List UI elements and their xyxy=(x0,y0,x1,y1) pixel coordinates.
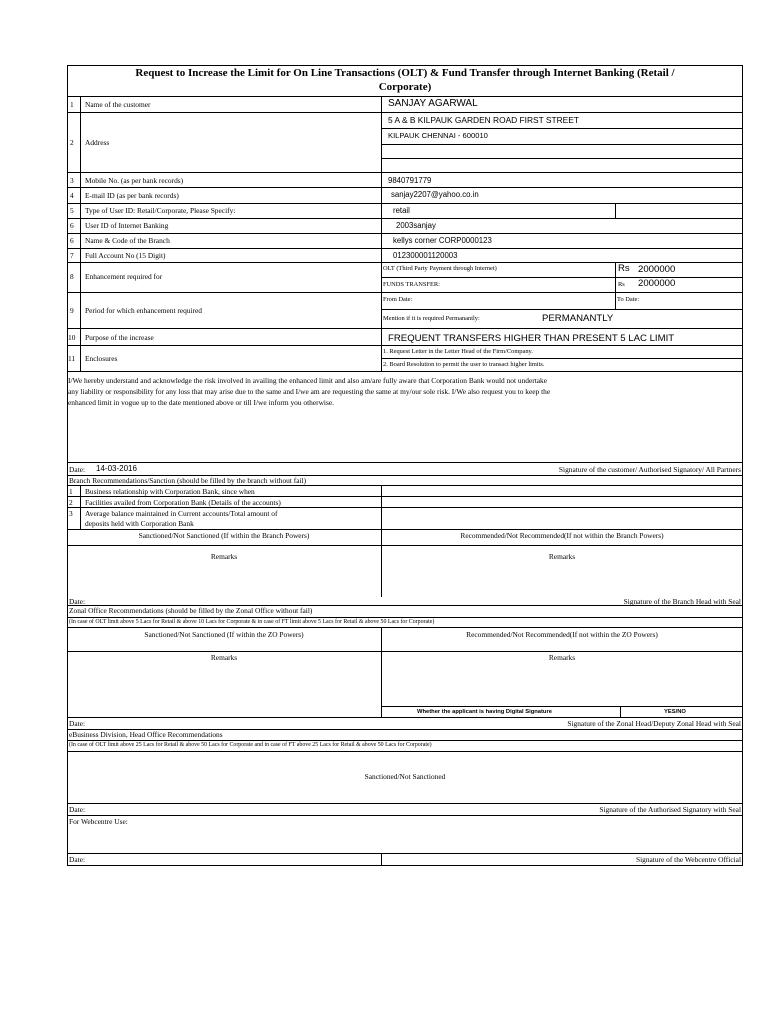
enclosures-label: Enclosures xyxy=(85,354,118,363)
zonal-remarks-left: Remarks xyxy=(210,653,238,662)
branch-item-label: Business relationship with Corporation Bank, since when xyxy=(85,487,255,496)
rule xyxy=(67,545,743,546)
ft-amount: 2000000 xyxy=(638,278,676,289)
branch-date-label: Date: xyxy=(69,597,86,606)
ebusiness-heading: eBusiness Division, Head Office Recommendations xyxy=(69,730,223,739)
row-number: 4 xyxy=(70,191,74,200)
rule xyxy=(67,751,743,752)
branch-remarks-left: Remarks xyxy=(210,552,238,561)
rule xyxy=(67,496,743,497)
rule xyxy=(67,853,743,854)
rule xyxy=(67,371,743,372)
rule xyxy=(67,328,743,329)
customer-date-value: 14-03-2016 xyxy=(96,464,137,473)
branch-sanctioned-label: Sanctioned/Not Sanctioned (If within the Branch Powers) xyxy=(138,531,310,540)
rule xyxy=(67,96,743,97)
row-number: 10 xyxy=(68,333,76,342)
rule xyxy=(381,128,743,129)
rule xyxy=(615,203,616,218)
rule xyxy=(67,651,743,652)
customer-name-value: SANJAY AGARWAL xyxy=(388,98,478,109)
zonal-note: (In case of OLT limit above 5 Lacs for Retail & above 10 Lacs for Corporate & in case of FT limit above 5 Lacs for Retail & above 50 Lacs for Corporate) xyxy=(69,619,435,625)
rule xyxy=(615,262,616,292)
mobile-value: 9840791779 xyxy=(388,176,432,185)
branch-item-label: Facilities availed from Corporation Bank (Details of the accounts) xyxy=(85,498,281,507)
zonal-sanctioned-label: Sanctioned/Not Sanctioned (If within the ZO Powers) xyxy=(144,630,304,639)
rule xyxy=(67,112,743,113)
branch-item-label-cont: deposits held with Corporation Bank xyxy=(85,519,194,528)
zonal-remarks-right: Remarks xyxy=(548,653,576,662)
webcentre-date-label: Date: xyxy=(69,855,86,864)
declaration-line: enhanced limit in vogue up to the date mentioned above or till I/we inform you otherwise. xyxy=(68,398,334,407)
enclosure-item: 1. Request Letter in the Letter Head of the Firm/Company. xyxy=(383,348,533,355)
mobile-label: Mobile No. (as per bank records) xyxy=(85,176,184,185)
from-date-label: From Date: xyxy=(383,296,413,303)
rule xyxy=(381,853,382,865)
rule xyxy=(67,485,743,486)
address-line2-value: KILPAUK CHENNAI - 600010 xyxy=(388,131,488,140)
purpose-label: Purpose of the increase xyxy=(85,333,154,342)
branch-item-number: 2 xyxy=(69,498,73,507)
rule xyxy=(67,233,743,234)
user-type-label: Type of User ID: Retail/Corporate, Please Specify: xyxy=(85,206,236,215)
row-number: 1 xyxy=(70,100,74,109)
row-number: 3 xyxy=(70,176,74,185)
rule xyxy=(381,96,382,371)
zonal-recommended-label: Recommended/Not Recommended(If not within the ZO Powers) xyxy=(466,630,658,639)
rule xyxy=(67,803,743,804)
rule xyxy=(381,309,743,310)
branch-value: kellys corner CORP0000123 xyxy=(393,236,492,245)
declaration-line: any liability or responsibility for any loss that may arise due to the same and I/we am are requesting the same at my/our sole risk. I/We also request you to keep the xyxy=(68,387,551,396)
rule xyxy=(615,292,616,309)
enhancement-label: Enhancement required for xyxy=(85,272,163,281)
period-label: Period for which enhancement required xyxy=(85,306,202,315)
enclosure-item: 2. Board Resolution to permit the user to transact higher limits. xyxy=(383,361,545,368)
rule xyxy=(67,627,743,628)
rule xyxy=(67,248,743,249)
ebusiness-date-label: Date: xyxy=(69,805,86,814)
rule xyxy=(381,627,382,717)
branch-item-label: Average balance maintained in Current accounts/Total amount of xyxy=(85,509,278,518)
user-type-value: retail xyxy=(393,206,410,215)
address-label: Address xyxy=(85,138,110,147)
rule xyxy=(381,144,743,145)
user-id-value: 2003sanjay xyxy=(396,221,436,230)
row-number: 5 xyxy=(70,206,74,215)
rule xyxy=(67,345,743,346)
rule xyxy=(67,529,743,530)
permanent-value: PERMANANTLY xyxy=(542,313,614,324)
row-number: 6 xyxy=(70,221,74,230)
email-label: E-mail ID (as per bank records) xyxy=(85,191,179,200)
account-value: 012300001120003 xyxy=(393,251,458,260)
branch-label: Name & Code of the Branch xyxy=(85,236,170,245)
rule xyxy=(67,462,743,463)
digital-signature-value: YES/NO xyxy=(664,709,686,715)
branch-signature-label: Signature of the Branch Head with Seal xyxy=(623,597,741,606)
customer-name-label: Name of the customer xyxy=(85,100,151,109)
address-line1-value: 5 A & B KILPAUK GARDEN ROAD FIRST STREET xyxy=(388,115,579,125)
rule xyxy=(67,815,743,816)
ebusiness-sanctioned-label: Sanctioned/Not Sanctioned xyxy=(364,772,446,781)
zonal-date-label: Date: xyxy=(69,719,86,728)
branch-item-number: 3 xyxy=(69,509,73,518)
customer-signature-label: Signature of the customer/ Authorised Signatory/ All Partners xyxy=(558,465,741,474)
rule xyxy=(67,262,743,263)
rule xyxy=(67,187,743,188)
zonal-heading: Zonal Office Recommendations (should be filled by the Zonal Office without fail) xyxy=(69,606,313,615)
branch-item-number: 1 xyxy=(69,487,73,496)
digital-signature-label: Whether the applicant is having Digital Signature xyxy=(417,709,552,715)
permanent-label: Mention if it is required Permanantly: xyxy=(383,315,480,322)
form-title-line1: Request to Increase the Limit for On Line Transactions (OLT) & Fund Transfer through Internet Banking (Retail / xyxy=(135,67,675,79)
row-number: 2 xyxy=(70,138,74,147)
rule xyxy=(381,277,743,278)
branch-heading: Branch Recommendations/Sanction (should be filled by the branch without fail) xyxy=(69,476,307,485)
olt-amount: 2000000 xyxy=(638,264,676,275)
rule xyxy=(381,485,382,529)
row-number: 6 xyxy=(70,236,74,245)
rule xyxy=(381,358,743,359)
olt-currency: Rs xyxy=(618,263,630,274)
account-label: Full Account No (15 Digit) xyxy=(85,251,166,260)
email-value: sanjay2207@yahoo.co.in xyxy=(391,190,479,199)
rule xyxy=(67,203,743,204)
customer-date-label: Date: xyxy=(69,465,86,474)
row-number: 11 xyxy=(68,354,76,363)
row-number: 9 xyxy=(70,306,74,315)
zonal-signature-label: Signature of the Zonal Head/Deputy Zonal Head with Seal xyxy=(567,719,741,728)
declaration-line: I/We hereby understand and acknowledge the risk involved in availing the enhanced limit and also am/are fully aware that Corporation Bank would not undertake xyxy=(68,376,548,385)
rule xyxy=(80,96,81,371)
form-title-line2: Corporate) xyxy=(378,81,432,93)
rule xyxy=(620,706,621,717)
ft-currency: Rs xyxy=(618,281,625,288)
row-number: 7 xyxy=(70,251,74,260)
user-id-label: User ID of Internet Banking xyxy=(85,221,169,230)
rule xyxy=(381,529,382,597)
webcentre-signature-label: Signature of the Webcentre Official xyxy=(635,855,741,864)
olt-label: OLT (Third Party Payment through Internet) xyxy=(383,265,497,272)
rule xyxy=(381,706,743,707)
purpose-value: FREQUENT TRANSFERS HIGHER THAN PRESENT 5 LAC LIMIT xyxy=(388,333,675,344)
rule xyxy=(67,172,743,173)
declaration xyxy=(68,375,742,408)
rule xyxy=(67,507,743,508)
to-date-label: To Date: xyxy=(617,296,640,303)
webcentre-heading: For Webcentre Use: xyxy=(69,817,128,826)
ft-label: FUNDS TRANSFER: xyxy=(383,281,440,288)
rule xyxy=(67,717,743,718)
row-number: 8 xyxy=(70,272,74,281)
ebusiness-signature-label: Signature of the Authorised Signatory with Seal xyxy=(599,805,741,814)
rule xyxy=(381,158,743,159)
rule xyxy=(80,485,81,529)
ebusiness-note: (In case of OLT limit above 25 Lacs for Retail & above 50 Lacs for Corporate and in case of FT above 25 Lacs for Retail & above 50 Lacs for Corporate) xyxy=(69,742,432,748)
rule xyxy=(67,218,743,219)
form-title xyxy=(67,66,743,94)
branch-recommended-label: Recommended/Not Recommended(If not within the Branch Powers) xyxy=(460,531,664,540)
rule xyxy=(67,292,743,293)
branch-remarks-right: Remarks xyxy=(548,552,576,561)
